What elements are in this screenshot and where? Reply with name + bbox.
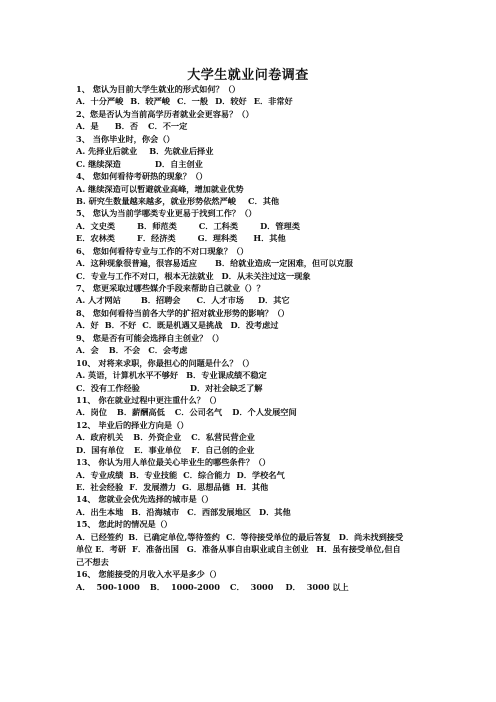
option-text: D．个人发展空间 <box>232 407 297 418</box>
option-line <box>76 531 456 543</box>
option-text: B．师范类 <box>137 220 177 231</box>
option-text: B．沿海城市 <box>131 506 180 517</box>
option-line <box>76 183 456 195</box>
option-line <box>76 95 456 107</box>
option-text: A．政府机关 <box>76 432 124 443</box>
question-line <box>76 394 456 406</box>
option-text: E．事业单位 <box>134 444 182 455</box>
option-text: C．人才市场 <box>196 295 244 306</box>
option-text: A. 英语，计算机水平不够好 <box>76 370 179 381</box>
option-text: D．管理类 <box>260 220 300 231</box>
option-text: C．综合能力 <box>183 469 231 480</box>
option-text: F．自己创的企业 <box>191 444 255 455</box>
option-text: B．招聘会 <box>140 295 181 306</box>
option-text: D．学校名气 <box>236 469 285 480</box>
option-text: C．不一定 <box>148 121 188 132</box>
option-text: H．虽有接受单位,但自 <box>316 544 401 555</box>
option-line <box>76 319 456 331</box>
option-text: E．社会经验 <box>76 482 124 492</box>
option-text: C．既是机遇又是挑战 <box>142 320 223 331</box>
option-text: D．其他 <box>259 506 291 517</box>
question-text: 4、 您如何看待考研热的现象？（） <box>76 171 208 182</box>
option-text: A．好 <box>76 320 99 331</box>
question-line <box>76 357 456 369</box>
option-text: H．其他 <box>253 233 286 244</box>
option-text: H．其他 <box>235 482 269 492</box>
option-line <box>76 406 456 418</box>
question-text: 15、 您此时的情况是（） <box>76 519 173 530</box>
question-text: 1、 您认为目前大学生就业的形式如何？（） <box>76 84 241 94</box>
question-line <box>76 493 456 505</box>
question-text: 10、 对将来求职，你最担心的问题是什么？（） <box>76 357 254 368</box>
option-text: D．其它 <box>257 295 290 306</box>
option-text: A．十分严峻 <box>76 96 124 107</box>
option-text: B．不会 <box>108 345 141 356</box>
option-text: A. 继续深造可以暂避就业高峰，增加就业优势 <box>76 183 244 194</box>
option-line <box>76 270 456 282</box>
option-line <box>76 120 456 132</box>
option-line <box>76 581 456 593</box>
option-text: A．文史类 <box>76 220 116 231</box>
question-text: 9、 您是否有可能会选择自主创业？（） <box>76 332 224 343</box>
option-text: A．是 <box>76 121 99 132</box>
option-text: 1000-2000 <box>170 581 220 592</box>
option-text: B．外资企业 <box>133 432 182 443</box>
option-text: D．国有单位 <box>76 444 125 455</box>
question-text: 6、 您如何看待专业与工作的不对口现象？（） <box>76 245 249 256</box>
option-text: B．已确定单位,等待签约 <box>128 531 220 542</box>
option-text: F．发展潜力 <box>129 482 176 492</box>
option-text: B．给就业造成一定困难，但可以克服 <box>214 258 353 269</box>
question-line <box>76 568 456 580</box>
question-text: 16、 您能接受的月收入水平是多少（） <box>76 569 222 580</box>
question-line <box>76 456 456 468</box>
option-text: D．没考虑过 <box>230 320 279 331</box>
option-text: G．准备从事自由职业或自主创业 <box>186 544 309 555</box>
option-line <box>76 469 456 481</box>
option-text: A． <box>76 581 91 592</box>
option-text: C．公司名气 <box>174 407 223 418</box>
option-text: B．先就业后择业 <box>149 146 214 157</box>
option-text: D．较好 <box>215 96 247 107</box>
option-text: B. 研究生数量越来越多，就业形势依然严峻 <box>76 195 236 206</box>
questionnaire-body <box>76 83 456 593</box>
option-line <box>76 431 456 443</box>
option-text: B．否 <box>114 121 139 132</box>
option-text: D． <box>285 581 301 592</box>
option-line <box>76 369 456 381</box>
option-text: E．农林类 <box>76 233 115 244</box>
option-text: 3000 <box>250 581 274 592</box>
question-line <box>76 307 456 319</box>
question-line <box>76 133 456 145</box>
option-line <box>76 220 456 232</box>
option-text: A．会 <box>76 345 99 356</box>
question-text: 3、 当你毕业时，你会（） <box>76 133 175 144</box>
option-text: G．思想品德 <box>181 482 230 492</box>
option-text: B．专业技能 <box>129 469 178 480</box>
option-text: A．出生本地 <box>76 506 124 517</box>
option-text: C．没有工作经验 <box>76 382 140 393</box>
option-line <box>76 158 456 170</box>
option-text: 己不想去 <box>76 556 109 567</box>
option-text: F．经济类 <box>137 233 176 244</box>
option-text: C．一般 <box>176 96 209 107</box>
option-line <box>76 506 456 518</box>
option-text: D．自主创业 <box>154 158 203 169</box>
option-line <box>76 195 456 207</box>
option-text: G．理科类 <box>197 233 238 244</box>
question-line <box>76 170 456 182</box>
option-text: A．已经签约 <box>76 531 124 542</box>
option-line <box>76 145 456 157</box>
option-text: C．工科类 <box>198 220 239 231</box>
option-text: B． <box>149 581 165 592</box>
question-text: 12、 毕业后的择业方向是（） <box>76 419 189 430</box>
option-text: A．岗位 <box>76 407 107 418</box>
question-line <box>76 419 456 431</box>
option-text: B．专业课成绩不稳定 <box>186 370 267 381</box>
option-line <box>76 444 456 456</box>
page-title: 大学生就业问卷调查 <box>187 68 309 83</box>
option-line <box>76 344 456 356</box>
option-text: C．其他 <box>248 195 280 206</box>
option-text: D．尚未找到接受 <box>338 531 404 542</box>
question-line <box>76 282 456 294</box>
option-text: F．准备出国 <box>132 544 179 555</box>
option-text: A．这种现象很普遍，很容易适应 <box>76 258 197 269</box>
option-text: C．等待接受单位的最后答复 <box>225 531 331 542</box>
option-line <box>76 382 456 394</box>
question-text: 11、 你在就业过程中更注重什么？（） <box>76 394 222 405</box>
question-text: 5、 您认为当前学哪类专业更易于找到工作？（） <box>76 208 257 219</box>
option-line <box>76 294 456 306</box>
option-line <box>76 556 456 568</box>
question-line <box>76 332 456 344</box>
option-text: C．私营民营企业 <box>191 432 255 443</box>
question-text: 7、 您更采取过哪些媒介手段来帮助自己就业（）？ <box>76 283 265 293</box>
question-line <box>76 207 456 219</box>
option-line <box>76 481 456 493</box>
question-text: 13、 你认为用人单位最关心毕业生的哪些条件？（） <box>76 457 271 468</box>
option-text: C．西部发展地区 <box>187 506 251 517</box>
option-text: A．专业成绩 <box>76 469 124 480</box>
question-text: 8、 您如何看待当前各大学的扩招对就业形势的影响？（） <box>76 307 290 318</box>
option-text: C. 继续深造 <box>76 158 121 169</box>
option-text: D．对社会缺乏了解 <box>189 382 263 393</box>
option-line <box>76 232 456 244</box>
option-text: A. 先择业后就业 <box>76 146 138 157</box>
option-text: C． <box>229 581 245 592</box>
question-line <box>76 108 456 120</box>
option-text: E．非常好 <box>253 96 293 107</box>
option-text: A. 人才网站 <box>76 295 121 306</box>
question-line <box>76 83 456 95</box>
option-text: C．专业与工作不对口，根本无法就业 <box>76 270 214 281</box>
question-text: 2、您是否认为当前高学历者就业会更容易？（） <box>76 108 254 119</box>
option-text: 3000 以上 <box>306 581 349 592</box>
option-text: C．会考虑 <box>148 345 188 356</box>
option-text: B．较严峻 <box>130 96 170 107</box>
option-text: 500-1000 <box>96 581 140 592</box>
option-line <box>76 543 456 555</box>
question-text: 14、 您就业会优先选择的城市是（） <box>76 494 214 505</box>
option-text: B．薪酬高低 <box>116 407 165 418</box>
option-text: B．不好 <box>104 320 137 331</box>
question-line <box>76 518 456 530</box>
option-text: 单位 E．考研 <box>76 544 127 555</box>
question-line <box>76 245 456 257</box>
option-line <box>76 257 456 269</box>
option-text: D．从未关注过这一现象 <box>221 270 311 281</box>
